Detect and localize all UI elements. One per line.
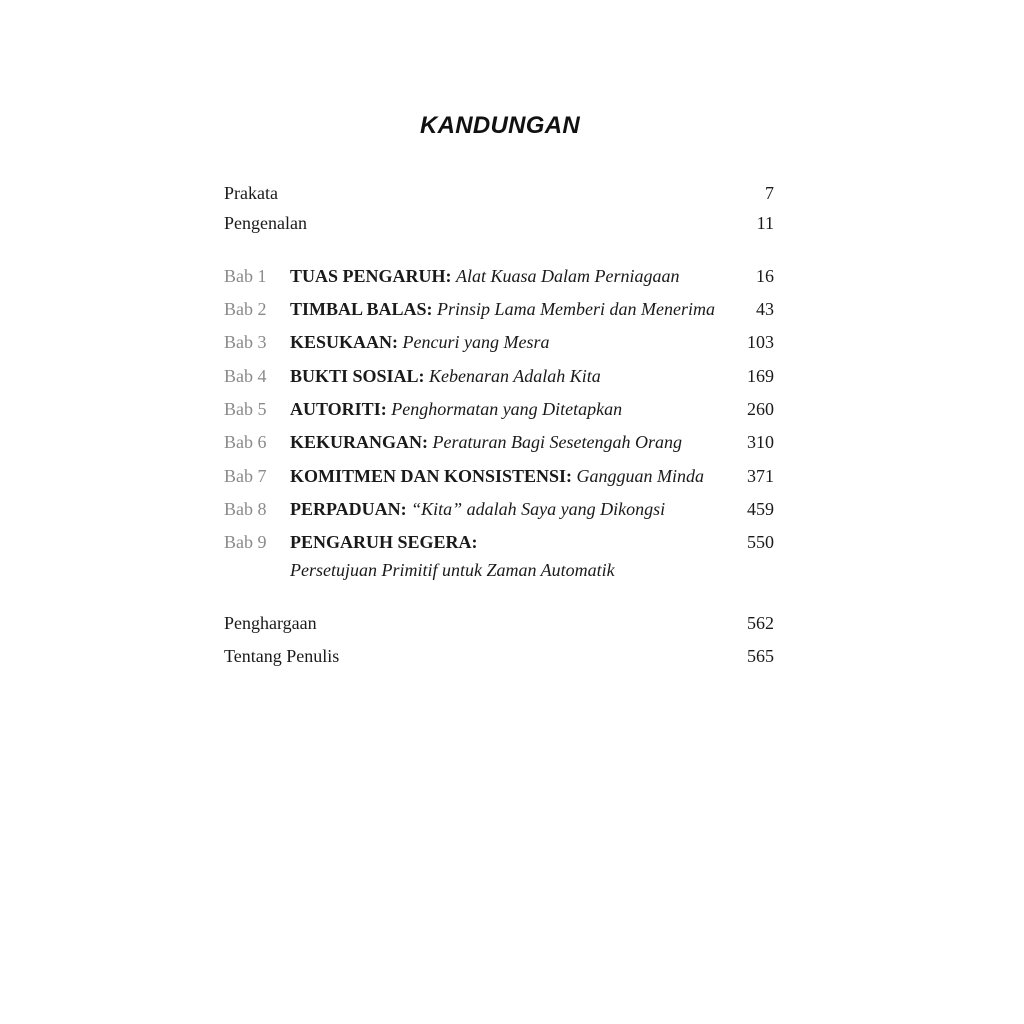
toc-entry-label: Penghargaan <box>224 613 317 633</box>
chapter-heading: PERPADUAN: <box>290 499 407 519</box>
chapter-subtitle: Kebenaran Adalah Kita <box>429 366 601 386</box>
chapter-heading: KESUKAAN: <box>290 332 399 352</box>
chapter-title <box>290 429 682 455</box>
toc-entry-pengenalan <box>224 210 776 236</box>
toc-page-number: 459 <box>747 499 774 519</box>
chapter-number: Bab 6 <box>224 432 267 452</box>
chapter-number: Bab 1 <box>224 266 267 286</box>
toc-chapter-9 <box>224 529 776 555</box>
chapter-heading: KEKURANGAN: <box>290 432 428 452</box>
toc-entry-label: Tentang Penulis <box>224 646 340 666</box>
chapter-title <box>290 529 478 555</box>
chapter-subtitle: Alat Kuasa Dalam Perniagaan <box>456 266 680 286</box>
chapter-heading: TIMBAL BALAS: <box>290 299 433 319</box>
chapter-title <box>290 363 601 389</box>
chapter-subtitle: “Kita” adalah Saya yang Dikongsi <box>411 499 666 519</box>
chapter-title <box>290 296 715 322</box>
chapter-heading: KOMITMEN DAN KONSISTENSI: <box>290 466 573 486</box>
toc-entry-prakata <box>224 180 776 206</box>
toc-page-number: 550 <box>747 532 774 552</box>
chapter-title <box>290 263 680 289</box>
chapter-heading: TUAS PENGARUH: <box>290 266 452 286</box>
toc-page-number: 565 <box>747 646 774 666</box>
toc-chapter-8 <box>224 496 776 522</box>
chapter-title <box>290 396 622 422</box>
toc-chapter-3 <box>224 329 776 355</box>
chapter-subtitle: Pencuri yang Mesra <box>402 332 550 352</box>
chapter-number: Bab 4 <box>224 366 267 386</box>
chapter-heading: PENGARUH SEGERA: <box>290 532 478 552</box>
chapter-subtitle: Gangguan Minda <box>576 466 705 486</box>
toc-page-number: 371 <box>747 466 774 486</box>
toc-page-number: 562 <box>747 613 774 633</box>
toc-chapter-1 <box>224 263 776 289</box>
toc-entry-tentang-penulis <box>224 643 776 669</box>
chapter-subtitle: Peraturan Bagi Sesetengah Orang <box>432 432 682 452</box>
toc-page-number: 310 <box>747 432 774 452</box>
chapter-number: Bab 9 <box>224 532 267 552</box>
toc-chapter-7 <box>224 463 776 489</box>
page-title: KANDUNGAN <box>419 112 581 139</box>
chapter-title <box>290 463 704 489</box>
toc-chapter-2 <box>224 296 776 322</box>
chapter-number: Bab 7 <box>224 466 267 486</box>
toc-entry-penghargaan <box>224 610 776 636</box>
chapter-number: Bab 2 <box>224 299 267 319</box>
chapter-subtitle: Penghormatan yang Ditetapkan <box>391 399 623 419</box>
toc-page-number: 260 <box>747 399 774 419</box>
toc-page-number: 7 <box>765 183 774 203</box>
toc-entry-label: Pengenalan <box>224 213 307 233</box>
toc-page-number: 43 <box>756 299 774 319</box>
toc-page-number: 11 <box>756 213 774 233</box>
chapter-subtitle: Persetujuan Primitif untuk Zaman Automatik <box>290 560 615 580</box>
chapter-number: Bab 5 <box>224 399 267 419</box>
chapter-title <box>290 496 665 522</box>
chapter-heading: BUKTI SOSIAL: <box>290 366 425 386</box>
toc-entry-label: Prakata <box>224 183 278 203</box>
toc-chapter-5 <box>224 396 776 422</box>
chapter-subtitle: Prinsip Lama Memberi dan Menerima <box>437 299 716 319</box>
chapter-title <box>290 329 549 355</box>
chapter-number: Bab 8 <box>224 499 267 519</box>
toc-chapter-4 <box>224 363 776 389</box>
toc-page-number: 16 <box>756 266 774 286</box>
toc-chapter-6 <box>224 429 776 455</box>
toc-page-number: 103 <box>747 332 774 352</box>
toc-page-number: 169 <box>747 366 774 386</box>
chapter-heading: AUTORITI: <box>290 399 387 419</box>
chapter-number: Bab 3 <box>224 332 267 352</box>
